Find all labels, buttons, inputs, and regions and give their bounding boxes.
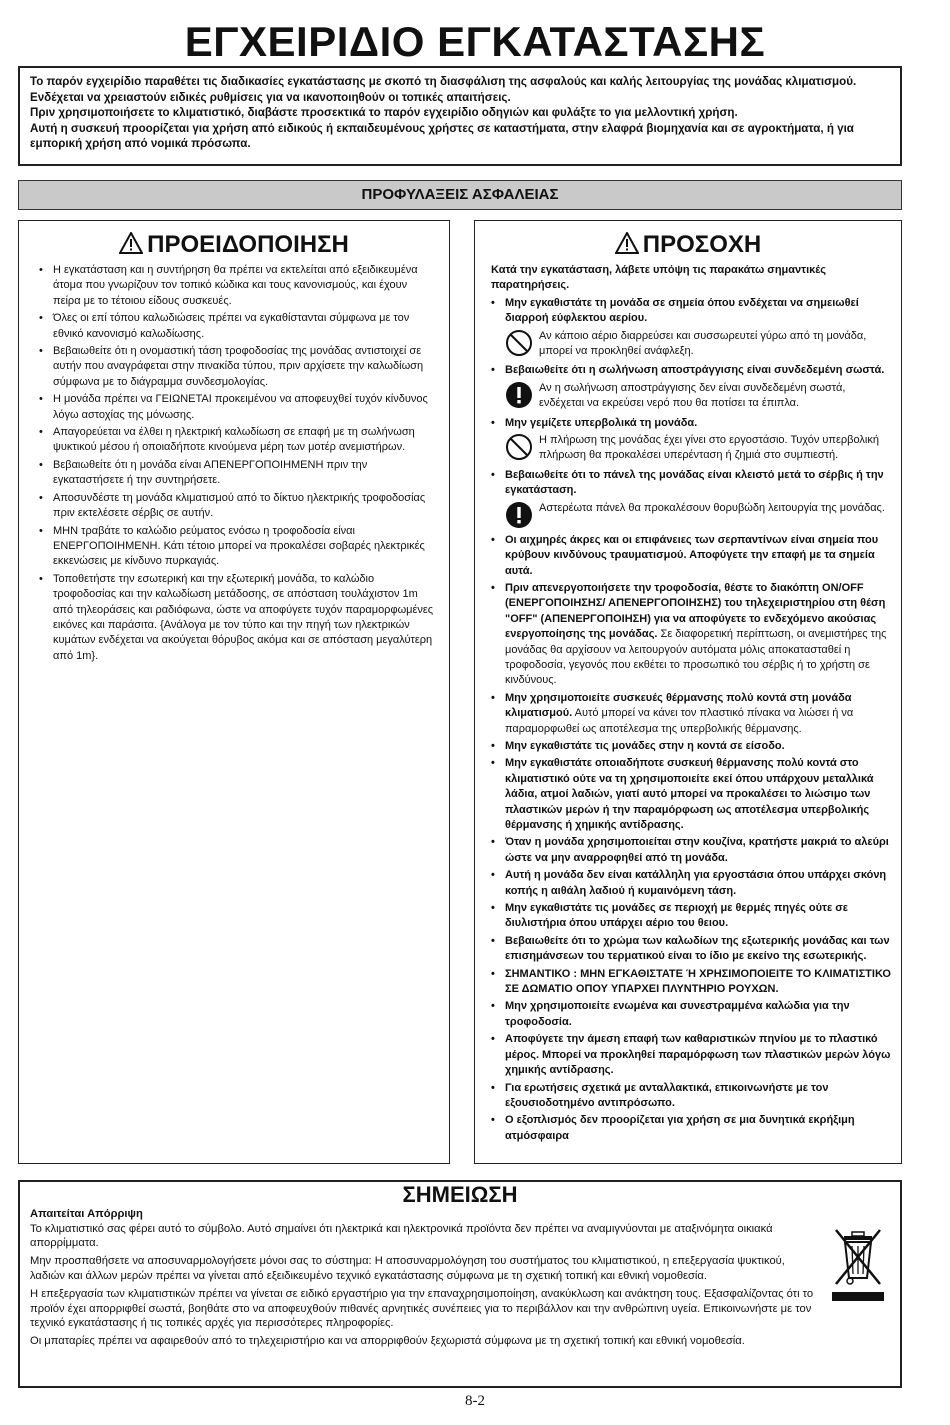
list-item-note: Αστερέωτα πάνελ θα προκαλέσουν θορυβώδη λειτουργία της μονάδας.: [539, 501, 885, 514]
prohibited-icon: [505, 329, 533, 357]
note-paragraph: Οι μπαταρίες πρέπει να αφαιρεθούν από το τηλεχειριστήριο και να απορριφθούν ξεχωριστά σύμφωνα με τη σχετική τοπική και εθνική νομοθεσία.: [30, 1335, 745, 1348]
page-number: 8-2: [465, 1393, 485, 1409]
list-item-note: Αν η σωλήνωση αποστράγγισης δεν είναι συνδεδεμένη σωστά, ενδέχεται να εκρεύσει νερό που θα ποτίσει τα έπιπλα.: [539, 381, 846, 410]
note-paragraph: Η επεξεργασία των κλιματιστικών πρέπει να γίνεται σε ειδικό εργαστήριο για την επαναχρησιμοποίηση, ανακύκλωση και ανάκτηση τους. Εξασφαλίζοντας ότι το προϊόν έχει απορριφθεί σωστά, βοηθάτε στο να αποφευχθούν πιθανές αρνητικές συνέπειες για το περιβάλλον και την ανθρώπινη υγεία. Επικοινωνήστε με τον τεχνικό εγκατάστασης ή τις τοπικές αρχές για περισσότερες πληροφορίες.: [30, 1287, 814, 1330]
note-subtitle: Απαιτείται Απόρριψη: [30, 1207, 143, 1220]
list-item-bold: Μην χρησιμοποιείτε συσκευές θέρμανσης πολύ κοντά στη μονάδα κλιματισμού.: [505, 691, 852, 720]
warning-section: [18, 220, 450, 1164]
list-item: [491, 581, 891, 689]
list-item: • Βεβαιωθείτε ότι το χρώμα των καλωδίων της εξωτερικής μονάδας και των επισημάνσεων του τερματικού είναι το ίδιο με εκείνο της εσωτερικής.: [491, 934, 891, 965]
intro-line: Πριν χρησιμοποιήσετε το κλιματιστικό, διαβάστε προσεκτικά το παρόν εγχειρίδιο οδηγιών και φυλάξτε το για μελλοντική χρήση.: [30, 106, 738, 119]
intro-line: Ενδέχεται να χρειαστούν ειδικές ρυθμίσεις για να ικανοποιηθούν οι τοπικές απαιτήσεις.: [30, 90, 511, 104]
list-item: • Ο εξοπλισμός δεν προορίζεται για χρήση σε μια δυνητικά εκρήξιμη ατμόσφαιρα: [491, 1113, 891, 1144]
intro-box: [18, 66, 902, 166]
list-item: • Απαγορεύεται να έλθει η ηλεκτρική καλωδίωση σε επαφή με τη σωλήνωση ψυκτικού μέσου ή οποιαδήποτε κινούμενα μέρη των μοτέρ ανεμιστήρων.: [39, 425, 437, 456]
list-item: • Μην εγκαθιστάτε τη μονάδα σε σημεία όπου ενδέχεται να σημειωθεί διαρροή εύφλεκτου αερίου.: [491, 296, 891, 327]
list-item: • Μην εγκαθιστάτε οποιαδήποτε συσκευή θέρμανσης πολύ κοντά στο κλιματιστικό ούτε να τη χρησιμοποιείτε εκεί όπου υπάρχουν μεταλλικά λάδια, ατμοί λαδιών, γιατί αυτό μπορεί να προκαλέσει το λιώσιμο των πλαστικών μερών ή την παραμόρφωση ως αποτέλεσμα υπερβολικής θέρμανσης ή χημικής αντίδρασης.: [491, 756, 891, 833]
list-item: • Όλες οι επί τόπου καλωδιώσεις πρέπει να εγκαθίστανται σύμφωνα με τον εθνικό κανονισμό καλωδίωσης.: [39, 311, 437, 342]
list-item: • ΣΗΜΑΝΤΙΚΟ : ΜΗΝ ΕΓΚΑΘΙΣΤΑΤΕ Ή ΧΡΗΣΙΜΟΠΟΙΕΙΤΕ ΤΟ ΚΛΙΜΑΤΙΣΤΙΚΟ ΣΕ ΔΩΜΑΤΙΟ ΟΠΟΥ ΥΠΑΡΧΕΙ ΠΛΥΝΤΗΡΙΟ ΡΟΥΧΩΝ.: [491, 967, 891, 998]
warning-triangle-icon: [615, 232, 639, 254]
warning-title-text: ΠΡΟΕΙΔΟΠΟΙΗΣΗ: [147, 231, 349, 258]
safety-heading: ΠΡΟΦΥΛΑΞΕΙΣ ΑΣΦΑΛΕΙΑΣ: [18, 180, 902, 210]
list-item: • Βεβαιωθείτε ότι η σωλήνωση αποστράγγισης είναι συνδεδεμένη σωστά.: [491, 363, 891, 378]
list-item-rest: Αυτό μπορεί να κάνει τον πλαστικό πίνακα να λιώσει ή να παραμορφωθεί ως αποτέλεσμα της υπερβολικής θέρμανσης.: [505, 707, 854, 735]
note-paragraph: Το κλιματιστικό σας φέρει αυτό το σύμβολο. Αυτό σημαίνει ότι ηλεκτρικά και ηλεκτρονικά προϊόντα δεν πρέπει να αναμιγνύονται με αταξινόμητα οικιακά απορρίμματα.: [30, 1222, 773, 1250]
warning-title: [19, 231, 449, 259]
list-item: • Για ερωτήσεις σχετικά με ανταλλακτικά, επικοινωνήστε με τον εξουσιοδοτημένο αντιπρόσωπο.: [491, 1081, 891, 1112]
list-item: [491, 691, 891, 737]
list-item: • Οι αιχμηρές άκρες και οι επιφάνειες των σερπαντίνων είναι σημεία που κρύβουν κινδύνους τραυματισμού. Αποφύγετε την επαφή με τα σημεία αυτά.: [491, 533, 891, 579]
list-item-bold: Πριν απενεργοποιήσετε την τροφοδοσία, θέστε το διακόπτη ON/OFF (ΕΝΕΡΓΟΠΟΙΗΣΗΣ/ ΑΠΕΝΕΡΓΟΠΟΙΗΣΗΣ) του τηλεχειριστηρίου στη θέση "OFF" (ΑΠΕΝΕΡΓΟΠΟΙΗΣΗ) για να αποφύγετε το ενδεχόμενο ακούσιας ενεργοποίησης της μονάδας.: [505, 581, 886, 641]
caution-lead: Κατά την εγκατάσταση, λάβετε υπόψη τις παρακάτω σημαντικές παρατηρήσεις.: [491, 264, 826, 292]
list-item: • Αποφύγετε την άμεση επαφή των καθαριστικών πηνίου με το πλαστικό μέρος. Μπορεί να προκληθεί παραμόρφωση των πλαστικών μερών λόγω χημικής αντίδρασης.: [491, 1032, 891, 1078]
caution-title-text: ΠΡΟΣΟΧΗ: [642, 231, 762, 258]
note-paragraph: Μην προσπαθήσετε να αποσυναρμολογήσετε μόνοι σας το σύστημα: Η αποσυναρμολόγηση του συστήματος του κλιματιστικού, η επεξεργασία ψυκτικού, λαδιών και άλλων μερών πρέπει να γίνεται από εξειδικευμένο τεχνικό εγκατάστασης σύμφωνα με τη σχετική τοπική και εθνική νομοθεσία.: [30, 1255, 785, 1282]
note-title: ΣΗΜΕΙΩΣΗ: [402, 1182, 518, 1207]
intro-line: Αυτή η συσκευή προορίζεται για χρήση από ειδικούς ή εκπαιδευμένους χρήστες σε καταστήματα, στην ελαφρά βιομηχανία και σε αγροκτήματα, ή για εμπορική χρήση από νομικά πρόσωπα.: [30, 121, 854, 150]
caution-section: [474, 220, 902, 1164]
list-item: • Αποσυνδέστε τη μονάδα κλιματισμού από το δίκτυο ηλεκτρικής τροφοδοσίας πριν εκτελέσετε σέρβις σε αυτήν.: [39, 491, 437, 522]
warning-triangle-icon: [119, 232, 143, 254]
list-item-note: Αν κάποιο αέριο διαρρεύσει και συσσωρευτεί γύρω από τη μονάδα, μπορεί να προκληθεί ανάφλεξη.: [539, 329, 867, 358]
prohibited-icon: [505, 433, 533, 461]
caution-title: [475, 231, 901, 259]
list-item: • Όταν η μονάδα χρησιμοποιείται στην κουζίνα, κρατήστε μακριά το αλεύρι ώστε να μην αναρροφηθεί από τη μονάδα.: [491, 835, 891, 866]
exclamation-circle-icon: [505, 381, 533, 409]
list-item: • Μην χρησιμοποιείτε ενωμένα και συνεστραμμένα καλώδια για την τροφοδοσία.: [491, 999, 891, 1030]
list-item: • Μην γεμίζετε υπερβολικά τη μονάδα.: [491, 416, 891, 431]
list-item: • ΜΗΝ τραβάτε το καλώδιο ρεύματος ενόσω η τροφοδοσία είναι ΕΝΕΡΓΟΠΟΙΗΜΕΝΗ. Κάτι τέτοιο μπορεί να προκαλέσει σοβαρές ηλεκτρικές εκκενώσεις με κίνδυνο πυρκαγιάς.: [39, 524, 437, 570]
warning-list: [19, 263, 449, 664]
note-section: [18, 1180, 902, 1388]
list-item: • Βεβαιωθείτε ότι η μονάδα είναι ΑΠΕΝΕΡΓΟΠΟΙΗΜΕΝΗ πριν την εγκαταστήσετε ή την συντηρήσετε.: [39, 458, 437, 489]
crossed-bin-icon: [830, 1226, 886, 1304]
list-item: • Η εγκατάσταση και η συντήρηση θα πρέπει να εκτελείται από εξειδικευμένα άτομα που γνωρίζουν τον τοπικό κώδικα και τους κανονισμούς, και έχουν πείρα με το τέτοιου είδους συσκευές.: [39, 263, 437, 309]
list-item: • Αυτή η μονάδα δεν είναι κατάλληλη για εργοστάσια όπου υπάρχει σκόνη κοπής η αιθάλη λαδιού ή κυμαινόμενη τάση.: [491, 868, 891, 899]
list-item: • Βεβαιωθείτε ότι το πάνελ της μονάδας είναι κλειστό μετά το σέρβις ή την εγκατάσταση.: [491, 468, 891, 499]
list-item: • Μην εγκαθιστάτε τις μονάδες σε περιοχή με θερμές πηγές ούτε σε διυλιστήρια όπου υπάρχει αέριο του θειου.: [491, 901, 891, 932]
list-item-note: Η πλήρωση της μονάδας έχει γίνει στο εργοστάσιο. Τυχόν υπερβολική πλήρωση θα προκαλέσει υπερένταση ή ζημιά στο συμπιεστή.: [539, 434, 879, 462]
list-item: • Τοποθετήστε την εσωτερική και την εξωτερική μονάδα, το καλώδιο τροφοδοσίας και την καλωδίωση μετάδοσης, σε απόσταση τουλάχιστον 1m από τηλεοράσεις και ραδιόφωνα, ώστε να αποφύγετε τυχόν παραμορφωμένες εικόνες και παράσιτα. {Ανάλογα με τον τύπο και την πηγή των ηλεκτρικών κυμάτων ενδέχεται να ακούγεται θόρυβος ακόμα και σε απόσταση μεγαλύτερη από 1m}.: [39, 572, 437, 664]
exclamation-circle-icon: [505, 501, 533, 529]
list-item: • Βεβαιωθείτε ότι η ονομαστική τάση τροφοδοσίας της μονάδας αντιστοιχεί σε αυτήν που αναγράφεται στην πινακίδα τύπου, πριν αρχίσετε την καλωδίωση σύμφωνα με το διάγραμμα συνδεσμολογίας.: [39, 344, 437, 390]
intro-line: Το παρόν εγχειρίδιο παραθέτει τις διαδικασίες εγκατάστασης με σκοπό τη διασφάλιση της ασφαλούς και καλής λειτουργίας της μονάδας κλιματισμού.: [30, 75, 857, 88]
list-item: • Μην εγκαθιστάτε τις μονάδες στην η κοντά σε είσοδο.: [491, 739, 891, 754]
list-item: • Η μονάδα πρέπει να ΓΕΙΩΝΕΤΑΙ προκειμένου να αποφευχθεί τυχόν κίνδυνος λόγω αστοχίας της μόνωσης.: [39, 392, 437, 423]
list-item-rest: Σε διαφορετική περίπτωση, οι ανεμιστήρες της μονάδας θα αρχίσουν να λειτουργούν αυτόματα μόλις αποκατασταθεί η τροφοδοσία, γεγονός που εκθέτει το προσωπικό του σέρβις ή το χρήστη σε κινδύνους.: [505, 628, 887, 687]
page-title: ΕΓΧΕΙΡΙΔΙΟ ΕΓΚΑΤΑΣΤΑΣΗΣ: [184, 18, 766, 65]
